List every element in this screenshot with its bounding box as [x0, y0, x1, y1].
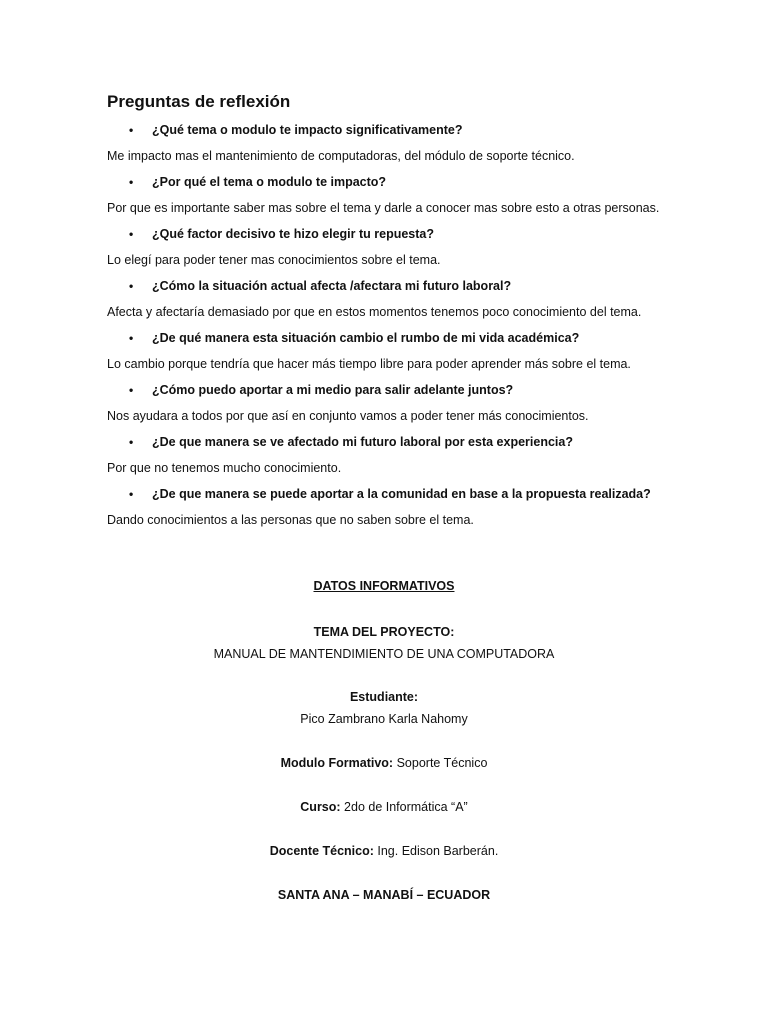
- bullet-icon: •: [129, 383, 134, 397]
- answer-5: Lo cambio porque tendría que hacer más tiempo libre para poder aprender más sobre el tema.: [107, 357, 631, 371]
- question-8: • ¿De que manera se puede aportar a la comunidad en base a la propuesta realizada?: [129, 487, 651, 501]
- bullet-icon: •: [129, 227, 134, 241]
- curso-line: [0, 799, 768, 815]
- answer-2: Por que es importante saber mas sobre el tema y darle a conocer mas sobre esto a otras personas.: [107, 201, 660, 215]
- curso-value: 2do de Informática “A”: [344, 800, 468, 814]
- docente-label: Docente Técnico:: [269, 844, 374, 858]
- question-7: • ¿De que manera se ve afectado mi futuro laboral por esta experiencia?: [129, 435, 573, 449]
- answer-6: Nos ayudara a todos por que así en conjunto vamos a poder tener más conocimientos.: [107, 409, 589, 423]
- modulo-line: [0, 755, 768, 771]
- reflection-title: Preguntas de reflexión: [107, 92, 291, 111]
- bullet-icon: •: [129, 123, 134, 137]
- modulo-value: Soporte Técnico: [396, 756, 488, 770]
- answer-7: Por que no tenemos mucho conocimiento.: [107, 461, 342, 475]
- location: SANTA ANA – MANABÍ – ECUADOR: [277, 888, 491, 902]
- tema-value: MANUAL DE MANTENDIMIENTO DE UNA COMPUTADORA: [213, 647, 555, 661]
- tema-label: TEMA DEL PROYECTO:: [313, 625, 455, 639]
- bullet-icon: •: [129, 435, 134, 449]
- question-4: • ¿Cómo la situación actual afecta /afectara mi futuro laboral?: [129, 279, 512, 293]
- curso-label: Curso:: [300, 800, 341, 814]
- question-1: • ¿Qué tema o modulo te impacto significativamente?: [129, 123, 463, 137]
- question-5: • ¿De qué manera esta situación cambio el rumbo de mi vida académica?: [129, 331, 580, 345]
- answer-4: Afecta y afectaría demasiado por que en estos momentos tenemos poco conocimiento del tema.: [107, 305, 642, 319]
- bullet-icon: •: [129, 487, 134, 501]
- modulo-label: Modulo Formativo:: [280, 756, 394, 770]
- question-3: • ¿Qué factor decisivo te hizo elegir tu repuesta?: [129, 227, 435, 241]
- question-2: • ¿Por qué el tema o modulo te impacto?: [129, 175, 387, 189]
- bullet-icon: •: [129, 279, 134, 293]
- bullet-icon: •: [129, 331, 134, 345]
- datos-informativos: [0, 578, 768, 903]
- answer-8: Dando conocimientos a las personas que no saben sobre el tema.: [107, 513, 474, 527]
- answer-1: Me impacto mas el mantenimiento de computadoras, del módulo de soporte técnico.: [107, 149, 575, 163]
- docente-value: Ing. Edison Barberán.: [377, 844, 499, 858]
- estudiante-value: Pico Zambrano Karla Nahomy: [300, 712, 468, 726]
- answer-3: Lo elegí para poder tener mas conocimientos sobre el tema.: [107, 253, 441, 267]
- reflection-section: [107, 92, 707, 538]
- bullet-icon: •: [129, 175, 134, 189]
- question-6: • ¿Cómo puedo aportar a mi medio para salir adelante juntos?: [129, 383, 514, 397]
- docente-line: [0, 843, 768, 859]
- estudiante-label: Estudiante:: [349, 690, 419, 704]
- datos-heading: DATOS INFORMATIVOS: [313, 579, 455, 593]
